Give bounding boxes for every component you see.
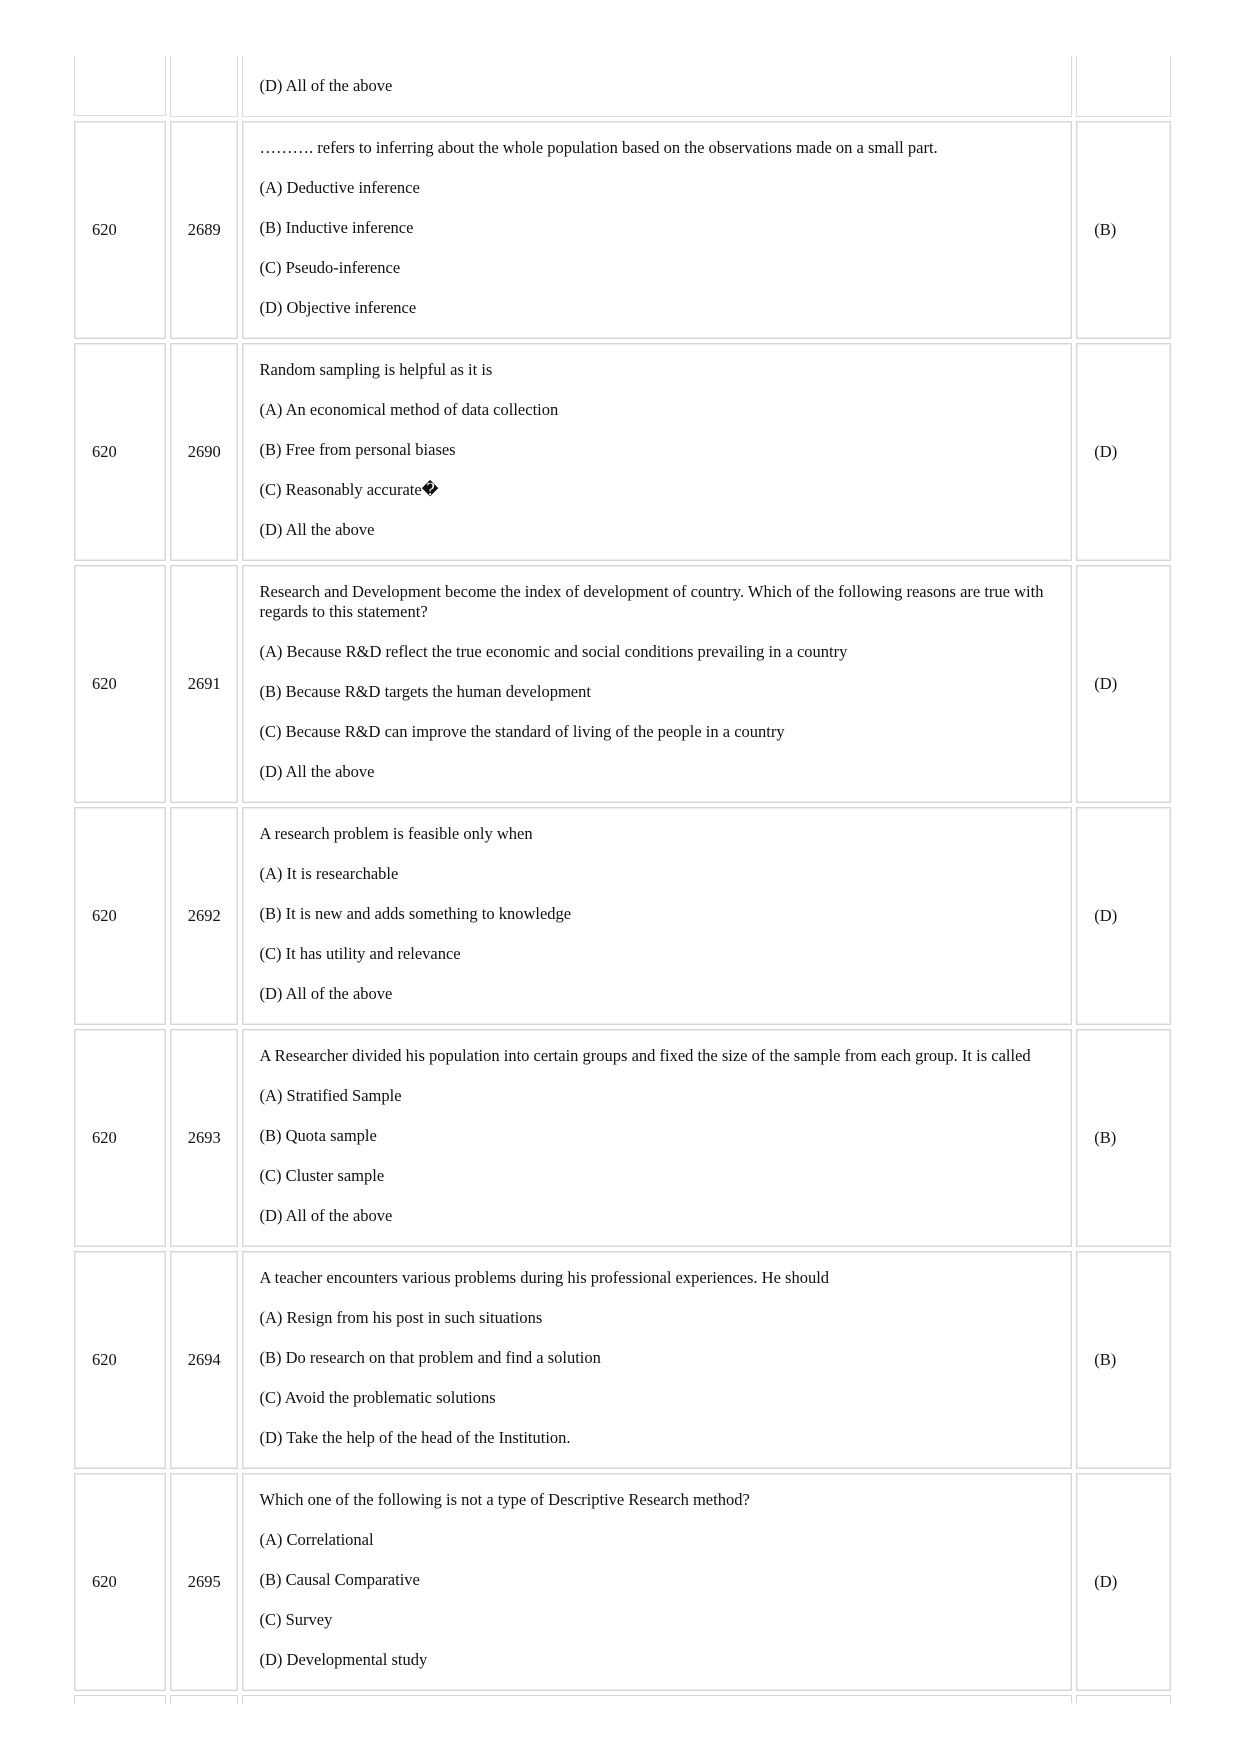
option-a: (A) Deductive inference <box>259 178 420 197</box>
option-c: (C) It has utility and relevance <box>259 944 461 963</box>
option-a: (A) Stratified Sample <box>259 1086 402 1105</box>
question-table <box>74 58 1171 1707</box>
table-row <box>74 121 1171 339</box>
option-d: (D) Developmental study <box>259 1650 428 1669</box>
table-row <box>74 1029 1171 1247</box>
unit-cell <box>74 56 166 116</box>
unit-cell: 620 <box>74 565 166 803</box>
answer-cell: (B) <box>1076 121 1171 339</box>
unit-cell: 620 <box>74 1251 166 1469</box>
answer-cell: (D) <box>1076 565 1171 803</box>
option-a: (A) Resign from his post in such situations <box>259 1308 543 1327</box>
question-cell <box>242 1029 1073 1247</box>
unit-cell: 620 <box>74 807 166 1025</box>
question-text: Research and Development become the index of development of country. Which of the following reasons are true with regards to this statement? <box>259 582 1044 621</box>
option-c: (C) Cluster sample <box>259 1166 385 1185</box>
unit-cell: 620 <box>74 121 166 339</box>
table-row <box>74 1473 1171 1691</box>
id-cell: 2692 <box>170 807 238 1025</box>
option-b: (B) Inductive inference <box>259 218 414 237</box>
table-row <box>74 565 1171 803</box>
question-cell <box>242 1251 1073 1469</box>
option-a: (A) An economical method of data collection <box>259 400 559 419</box>
answer-cell <box>1076 56 1171 117</box>
table-row-truncated <box>74 1695 1171 1703</box>
id-cell <box>170 1695 238 1703</box>
id-cell <box>170 56 238 117</box>
option-c: (C) Reasonably accurate� <box>259 480 439 499</box>
option-text: (D) All of the above <box>259 76 393 95</box>
answer-cell: (D) <box>1076 807 1171 1025</box>
table-row-continued <box>74 56 1171 117</box>
answer-cell: (B) <box>1076 1029 1171 1247</box>
option-c: (C) Survey <box>259 1610 333 1629</box>
option-d: (D) All of the above <box>259 1206 393 1225</box>
question-cell <box>242 121 1073 339</box>
answer-cell: (B) <box>1076 1251 1171 1469</box>
question-cell <box>242 565 1073 803</box>
question-text: A Researcher divided his population into certain groups and fixed the size of the sample from each group. It is called <box>259 1046 1031 1065</box>
option-b: (B) Because R&D targets the human development <box>259 682 591 701</box>
question-text: Random sampling is helpful as it is <box>259 360 493 379</box>
table-row <box>74 343 1171 561</box>
id-cell: 2691 <box>170 565 238 803</box>
answer-cell: (D) <box>1076 343 1171 561</box>
question-cell <box>242 807 1073 1025</box>
option-d: (D) All of the above <box>259 984 393 1003</box>
id-cell: 2695 <box>170 1473 238 1691</box>
unit-cell <box>74 1695 166 1703</box>
option-d: (D) Objective inference <box>259 298 417 317</box>
answer-cell <box>1076 1695 1171 1703</box>
unit-cell: 620 <box>74 1473 166 1691</box>
option-d: (D) Take the help of the head of the Institution. <box>259 1428 571 1447</box>
question-text: Which one of the following is not a type of Descriptive Research method? <box>259 1490 750 1509</box>
option-b: (B) Quota sample <box>259 1126 377 1145</box>
question-cell <box>242 1695 1073 1703</box>
option-a: (A) Because R&D reflect the true economic and social conditions prevailing in a country <box>259 642 848 661</box>
option-d: (D) All the above <box>259 762 375 781</box>
option-c: (C) Because R&D can improve the standard of living of the people in a country <box>259 722 785 741</box>
answer-cell: (D) <box>1076 1473 1171 1691</box>
unit-cell: 620 <box>74 1029 166 1247</box>
id-cell: 2693 <box>170 1029 238 1247</box>
option-d: (D) All the above <box>259 520 375 539</box>
option-b: (B) Do research on that problem and find a solution <box>259 1348 601 1367</box>
id-cell: 2694 <box>170 1251 238 1469</box>
question-cell <box>242 343 1073 561</box>
question-cell <box>242 1473 1073 1691</box>
option-b: (B) Free from personal biases <box>259 440 456 459</box>
table-row <box>74 1251 1171 1469</box>
option-c: (C) Pseudo-inference <box>259 258 401 277</box>
option-a: (A) Correlational <box>259 1530 374 1549</box>
option-c: (C) Avoid the problematic solutions <box>259 1388 496 1407</box>
question-text: A teacher encounters various problems during his professional experiences. He should <box>259 1268 830 1287</box>
table-row <box>74 807 1171 1025</box>
question-cell <box>242 56 1073 117</box>
question-text: ………. refers to inferring about the whole population based on the observations made on a small part. <box>259 138 938 157</box>
unit-cell: 620 <box>74 343 166 561</box>
option-b: (B) Causal Comparative <box>259 1570 420 1589</box>
question-text: A research problem is feasible only when <box>259 824 533 843</box>
option-b: (B) It is new and adds something to knowledge <box>259 904 572 923</box>
id-cell: 2689 <box>170 121 238 339</box>
option-a: (A) It is researchable <box>259 864 399 883</box>
id-cell: 2690 <box>170 343 238 561</box>
